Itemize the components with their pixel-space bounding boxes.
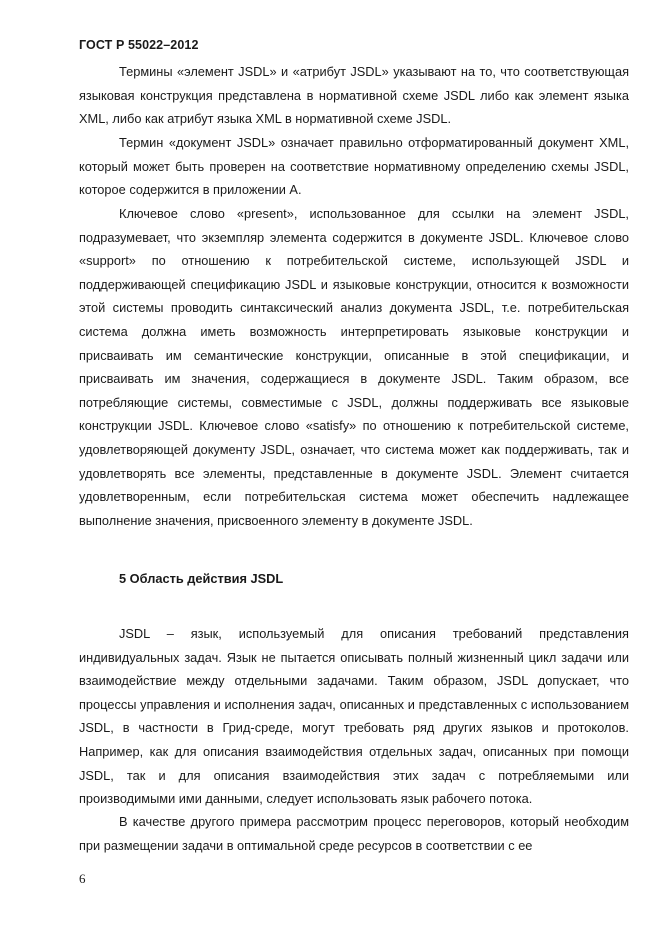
page-number: 6	[79, 871, 86, 886]
section-heading: 5 Область действия JSDL	[119, 571, 284, 586]
paragraph-keywords: Ключевое слово «present», использованное для ссылки на элемент JSDL, подразумевает, что экземпляр элемента содержится в документе JSDL. Ключевое слово «support» по отношению к потребительской системе, использующей JSDL и поддерживающей спецификацию JSDL и языковые конструкции, относится к возможности этой системы проводить синтаксический анализ документа JSDL, т.е. потребительская система должна иметь возможность интерпретировать языковые конструкции и присваивать им семантические конструкции, описанные в этой спецификации, и присваивать им значения, содержащиеся в документе JSDL. Таким образом, все потребляющие системы, совместимые с JSDL, должны поддерживать все языковые конструкции JSDL. Ключевое слово «satisfy» по отношению к потребительской системе, удовлетворяющей документу JSDL, означает, что система может как поддерживать, так и удовлетворять все элементы, представленные в документе JSDL. Элемент считается удовлетворенным, если потребительская система может обеспечить надлежащее выполнение значения, присвоенного элементу в документе JSDL.	[79, 206, 629, 528]
document-header: ГОСТ Р 55022–2012	[79, 38, 199, 52]
paragraph-terms-element-attribute: Термины «элемент JSDL» и «атрибут JSDL» указывают на то, что соответствующая языковая конструкция представлена в нормативной схеме JSDL либо как элемент языка XML, либо как атрибут языка XML в нормативной схеме JSDL.	[79, 64, 629, 127]
section-paragraph-example: В качестве другого примера рассмотрим процесс переговоров, который необходим при размещении задачи в оптимальной среде ресурсов в соответствии с ее	[79, 814, 629, 853]
paragraph-term-document: Термин «документ JSDL» означает правильно отформатированный документ XML, который может быть проверен на соответствие нормативному определению схемы JSDL, которое содержится в приложении А.	[79, 135, 629, 198]
section-paragraph-scope: JSDL – язык, используемый для описания требований представления индивидуальных задач. Язык не пытается описывать полный жизненный цикл задачи или взаимодействие между отдельными задачами. Таким образом, JSDL допускает, что процессы управления и исполнения задач, описанных и представленных с использованием JSDL, в частности в Грид-среде, могут требовать ряд других языков и протоколов. Например, как для описания взаимодействия отдельных задач, описанных при помощи JSDL, так и для описания взаимодействия этих задач с потребляемыми или производимыми ими данными, следует использовать язык рабочего потока.	[79, 626, 629, 807]
